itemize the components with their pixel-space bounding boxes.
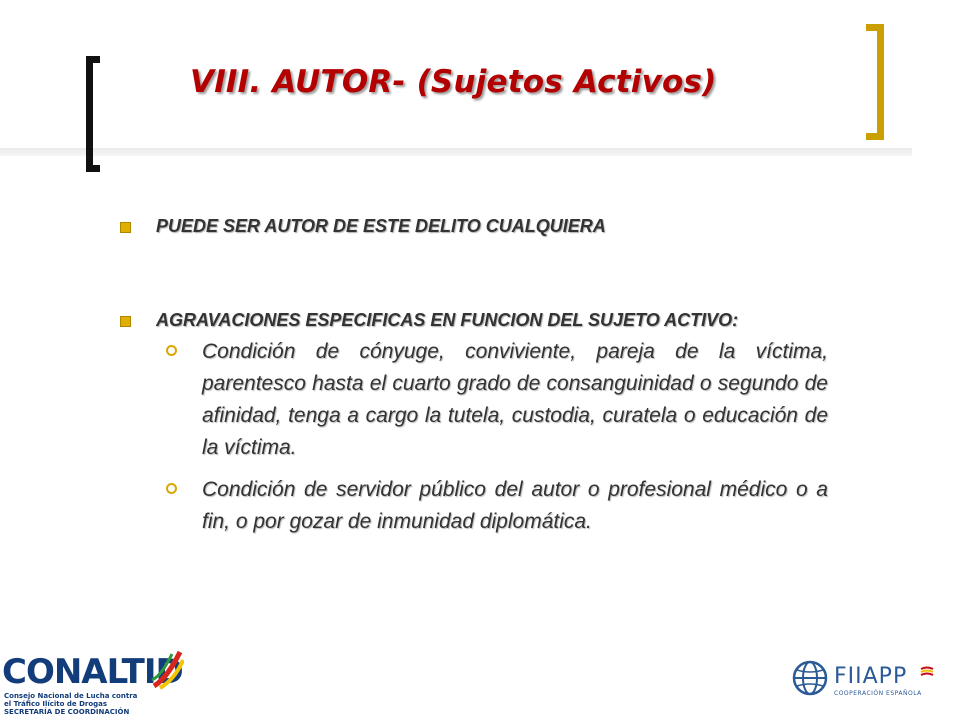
conaltid-subtitle-line: el Tráfico Ilícito de Drogas	[4, 700, 108, 708]
right-bracket-decoration	[866, 24, 884, 140]
slide-title: VIII. AUTOR- (Sujetos Activos)	[190, 64, 717, 100]
sub-bullet-text: Condición de servidor público del autor o profesional médico o a fin, o por gozar de inmunidad diplomática.	[202, 478, 828, 533]
conaltid-logo	[2, 648, 186, 716]
ring-bullet-icon	[166, 483, 177, 494]
fiiapp-subtitle: COOPERACIÓN ESPAÑOLA	[834, 690, 922, 697]
conaltid-subtitle-line: SECRETARÍA DE COORDINACIÓN	[4, 708, 130, 716]
bullet-text: AGRAVACIONES ESPECIFICAS EN FUNCION DEL SUJETO ACTIVO:	[156, 310, 739, 330]
spain-flag-icon	[920, 666, 934, 678]
slide-content	[116, 214, 828, 538]
square-bullet-icon	[120, 222, 131, 233]
sub-bullet-item	[156, 336, 828, 464]
ring-bullet-icon	[166, 345, 177, 356]
left-bracket-decoration	[86, 56, 100, 172]
globe-icon	[792, 660, 828, 696]
conaltid-subtitle-line: Consejo Nacional de Lucha contra	[4, 692, 138, 700]
sub-bullet-item	[156, 474, 828, 538]
fiiapp-logo	[788, 654, 938, 700]
sub-bullet-text: Condición de cónyuge, conviviente, pareja de la víctima, parentesco hasta el cuarto grado de consanguinidad o segundo de afinidad, tenga a cargo la tutela, custodia, curatela o educación de la víctima.	[202, 340, 828, 459]
conaltid-subtitle	[4, 692, 137, 716]
fiiapp-wordmark: FIIAPP	[834, 664, 908, 689]
bullet-item	[116, 214, 828, 238]
header-rule	[0, 148, 912, 156]
bullet-item	[116, 308, 828, 332]
conaltid-swoosh-icon	[150, 650, 184, 690]
bullet-text: PUEDE SER AUTOR DE ESTE DELITO CUALQUIERA	[156, 216, 606, 236]
conaltid-wordmark: CONALTID	[2, 652, 183, 692]
square-bullet-icon	[120, 316, 131, 327]
